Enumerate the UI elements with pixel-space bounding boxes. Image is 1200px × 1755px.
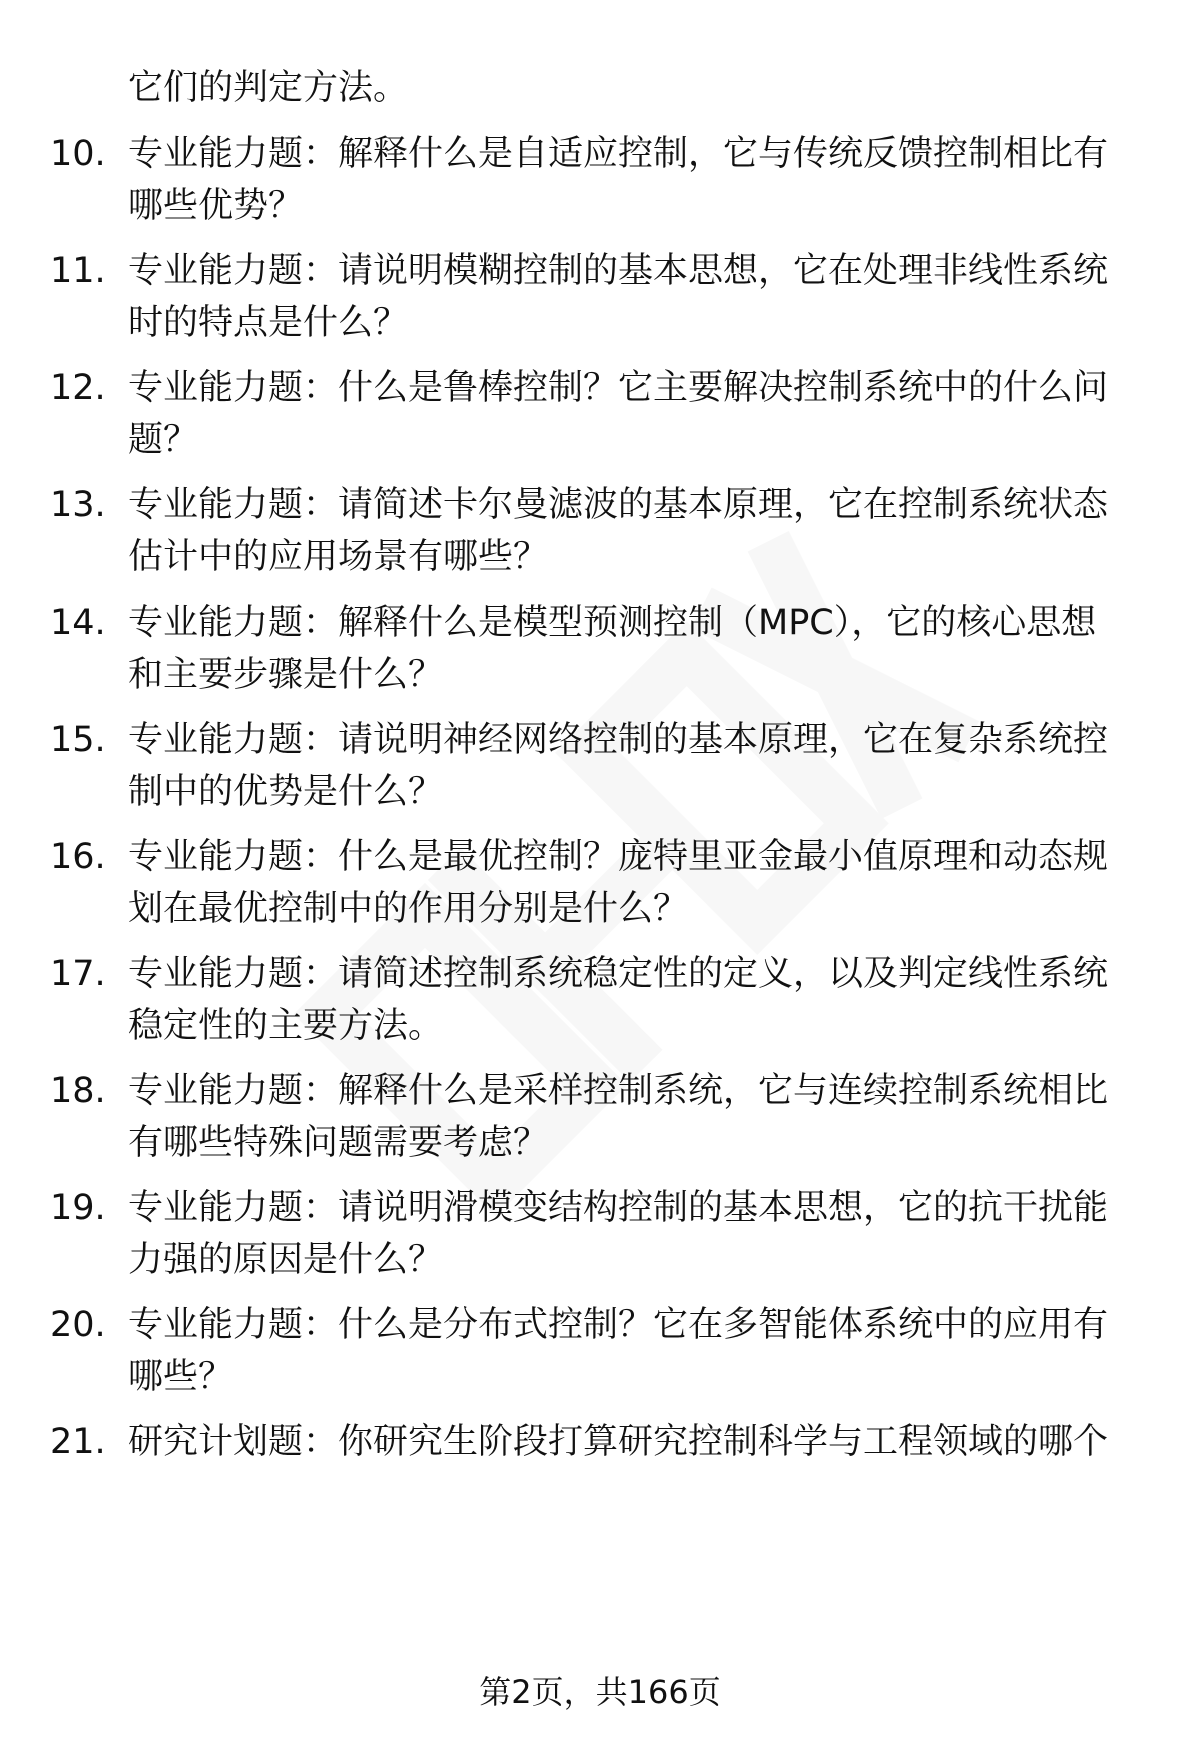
item-text-line: 研究计划题：你研究生阶段打算研究控制科学与工程领域的哪个 <box>128 1422 1109 1462</box>
item-number: 20. <box>50 1305 106 1345</box>
item-text-line: 划在最优控制中的作用分别是什么？ <box>128 889 689 929</box>
item-number: 15. <box>50 720 106 760</box>
item-text-line: 专业能力题：请说明神经网络控制的基本原理，它在复杂系统控 <box>128 720 1109 760</box>
continuation-line: 它们的判定方法。 <box>128 68 409 108</box>
item-text <box>128 597 1158 701</box>
item-text <box>128 1299 1158 1403</box>
item-text-line: 专业能力题：解释什么是自适应控制，它与传统反馈控制相比有 <box>128 134 1109 174</box>
item-text <box>128 245 1158 349</box>
item-text-line: 专业能力题：请简述卡尔曼滤波的基本原理，它在控制系统状态 <box>128 485 1109 525</box>
item-number: 17. <box>50 954 106 994</box>
item-text-line: 专业能力题：什么是最优控制？庞特里亚金最小值原理和动态规 <box>128 837 1109 877</box>
item-number: 18. <box>50 1071 106 1111</box>
item-text <box>128 1416 1158 1468</box>
item-text-line: 有哪些特殊问题需要考虑？ <box>128 1123 549 1163</box>
item-number: 10. <box>50 134 106 174</box>
item-text <box>128 948 1158 1052</box>
item-text <box>128 128 1158 232</box>
item-number: 21. <box>50 1422 106 1462</box>
item-text-line: 哪些？ <box>128 1357 234 1397</box>
item-text-line: 制中的优势是什么？ <box>128 772 444 812</box>
item-text-line: 和主要步骤是什么？ <box>128 655 444 695</box>
item-text-line: 估计中的应用场景有哪些？ <box>128 537 549 577</box>
item-number: 13. <box>50 485 106 525</box>
item-number: 14. <box>50 603 106 643</box>
item-number: 12. <box>50 368 106 408</box>
item-text <box>128 714 1158 818</box>
item-text-line: 专业能力题：解释什么是模型预测控制（MPC），它的核心思想 <box>128 603 1097 643</box>
item-text-line: 哪些优势？ <box>128 186 304 226</box>
item-text <box>128 1182 1158 1286</box>
item-text <box>128 362 1158 466</box>
item-text-line: 专业能力题：什么是分布式控制？它在多智能体系统中的应用有 <box>128 1305 1109 1345</box>
item-text-line: 时的特点是什么？ <box>128 303 409 343</box>
item-text-line: 专业能力题：请说明滑模变结构控制的基本思想，它的抗干扰能 <box>128 1188 1109 1228</box>
item-text-line: 专业能力题：请说明模糊控制的基本思想，它在处理非线性系统 <box>128 251 1109 291</box>
item-number: 16. <box>50 837 106 877</box>
page-footer: 第2页，共166页 <box>479 1673 721 1711</box>
item-text-line: 专业能力题：请简述控制系统稳定性的定义，以及判定线性系统 <box>128 954 1109 994</box>
item-text-line: 题？ <box>128 420 199 460</box>
item-text-line: 稳定性的主要方法。 <box>128 1006 444 1046</box>
item-text-line: 力强的原因是什么？ <box>128 1240 444 1280</box>
item-text <box>128 1065 1158 1169</box>
item-number: 19. <box>50 1188 106 1228</box>
item-text <box>128 479 1158 583</box>
item-text-line: 专业能力题：解释什么是采样控制系统，它与连续控制系统相比 <box>128 1071 1109 1111</box>
item-number: 11. <box>50 251 106 291</box>
item-text-line: 专业能力题：什么是鲁棒控制？它主要解决控制系统中的什么问 <box>128 368 1109 408</box>
item-text <box>128 831 1158 935</box>
